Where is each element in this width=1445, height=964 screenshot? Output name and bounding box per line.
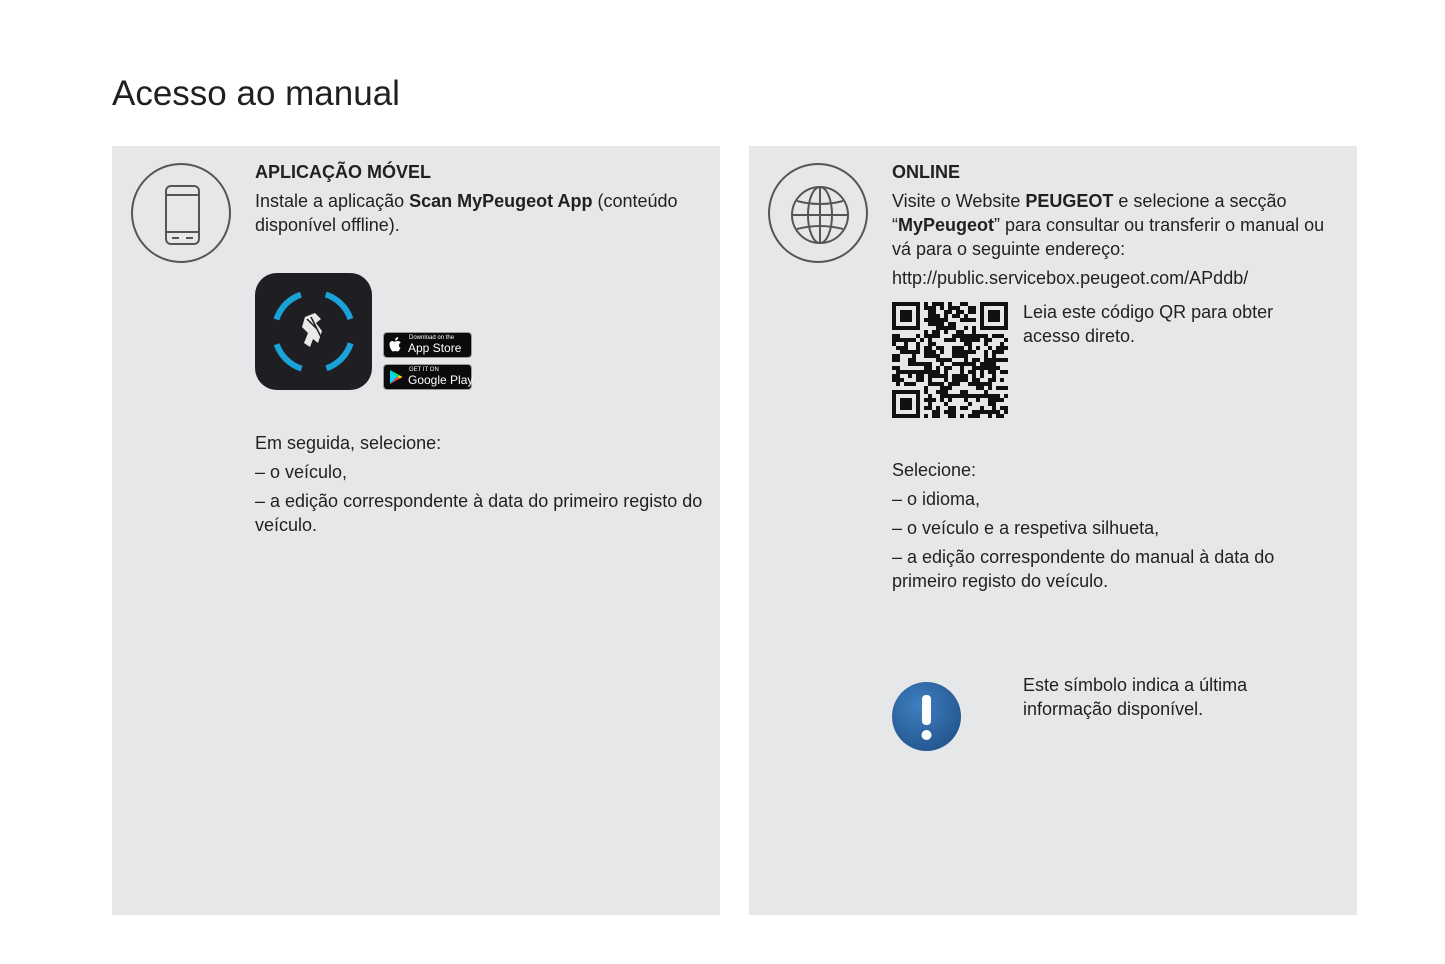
app-store-badge[interactable]: Download on the App Store bbox=[383, 332, 472, 358]
step-item: – o veículo e a respetiva silhueta, bbox=[892, 518, 1160, 538]
google-play-icon bbox=[389, 369, 403, 385]
apple-icon bbox=[389, 337, 403, 353]
online-panel bbox=[749, 146, 1357, 915]
qr-instruction: Leia este código QR para obter acesso direto. bbox=[1023, 302, 1274, 346]
info-row bbox=[892, 673, 1342, 753]
visit-instruction: Visite o Website PEUGEOT e selecione a secção “MyPeugeot” para consultar ou transferir o manual ou vá para o seguinte endereço: bbox=[892, 191, 1325, 259]
exclamation-icon bbox=[892, 682, 961, 751]
step-item: – o veículo, bbox=[255, 462, 348, 482]
step-item: – a edição correspondente do manual à data do primeiro registo do veículo. bbox=[892, 547, 1275, 591]
mobile-app-panel bbox=[112, 146, 720, 915]
info-text: Este símbolo indica a última informação disponível. bbox=[1023, 675, 1248, 719]
peugeot-app-icon[interactable] bbox=[255, 273, 372, 390]
google-play-badge[interactable]: GET IT ON Google Play bbox=[383, 364, 472, 390]
mobile-steps bbox=[255, 431, 705, 537]
step-item: – o idioma, bbox=[892, 489, 981, 509]
step-item: – a edição correspondente à data do primeiro registo do veículo. bbox=[255, 491, 703, 535]
qr-code[interactable] bbox=[892, 302, 1008, 418]
globe-icon bbox=[768, 163, 868, 263]
section-heading: ONLINE bbox=[892, 162, 961, 182]
qr-row bbox=[892, 300, 1342, 418]
steps-intro: Selecione: bbox=[892, 460, 977, 480]
section-heading: APLICAÇÃO MÓVEL bbox=[255, 162, 432, 182]
steps-intro: Em seguida, selecione: bbox=[255, 433, 442, 453]
app-download-row bbox=[255, 273, 705, 391]
online-steps bbox=[892, 458, 1342, 593]
page-title: Acesso ao manual bbox=[112, 74, 400, 113]
manual-url[interactable]: http://public.servicebox.peugeot.com/APddb/ bbox=[892, 268, 1249, 288]
install-instruction: Instale a aplicação Scan MyPeugeot App (conteúdo disponível offline). bbox=[255, 191, 678, 235]
smartphone-icon bbox=[131, 163, 231, 263]
